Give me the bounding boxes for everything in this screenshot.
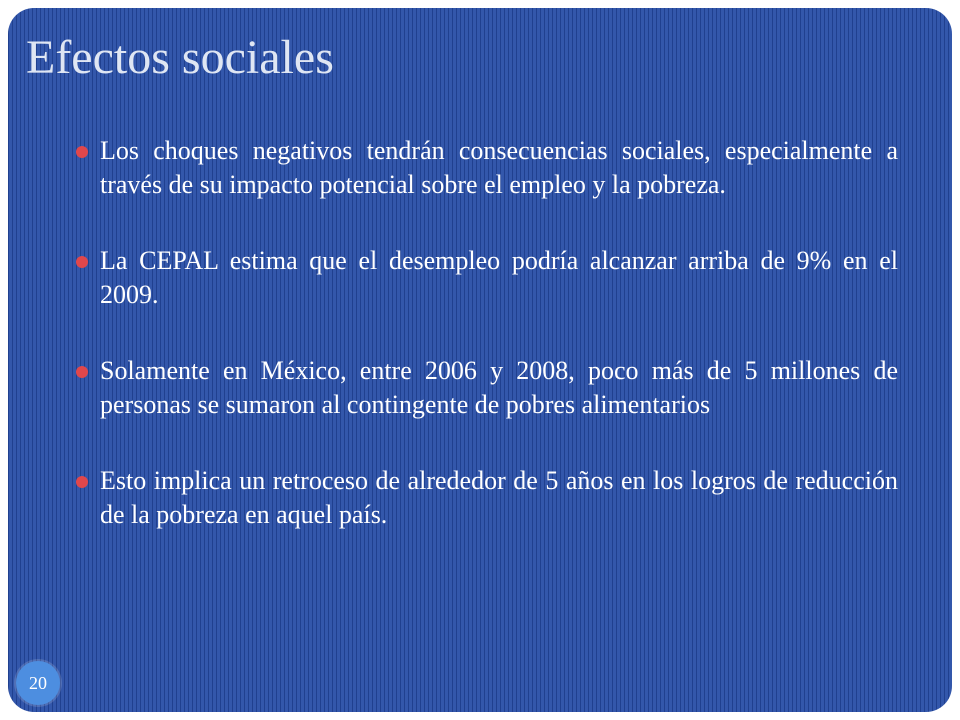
slide-title: Efectos sociales: [26, 31, 334, 84]
bullet-dot-icon: [76, 366, 88, 378]
bullet-text: Solamente en México, entre 2006 y 2008, poco más de 5 millones de personas se sumaron al contingente de pobres alimentarios: [100, 356, 898, 419]
bullet-text: Esto implica un retroceso de alrededor de 5 años en los logros de reducción de la pobreza en aquel país.: [100, 466, 898, 529]
bullet-item: [76, 244, 898, 312]
bullet-text: Los choques negativos tendrán consecuencias sociales, especialmente a través de su impacto potencial sobre el empleo y la pobreza.: [100, 136, 898, 199]
bullet-dot-icon: [76, 146, 88, 158]
page-number: 20: [29, 672, 47, 693]
page-number-badge: [16, 661, 60, 705]
bullet-dot-icon: [76, 476, 88, 488]
bullet-item: [76, 134, 898, 202]
bullet-item: [76, 464, 898, 532]
bullet-dot-icon: [76, 256, 88, 268]
slide: [8, 8, 952, 712]
bullet-item: [76, 354, 898, 422]
bullet-list: [76, 134, 898, 532]
bullet-text: La CEPAL estima que el desempleo podría alcanzar arriba de 9% en el 2009.: [100, 246, 898, 309]
